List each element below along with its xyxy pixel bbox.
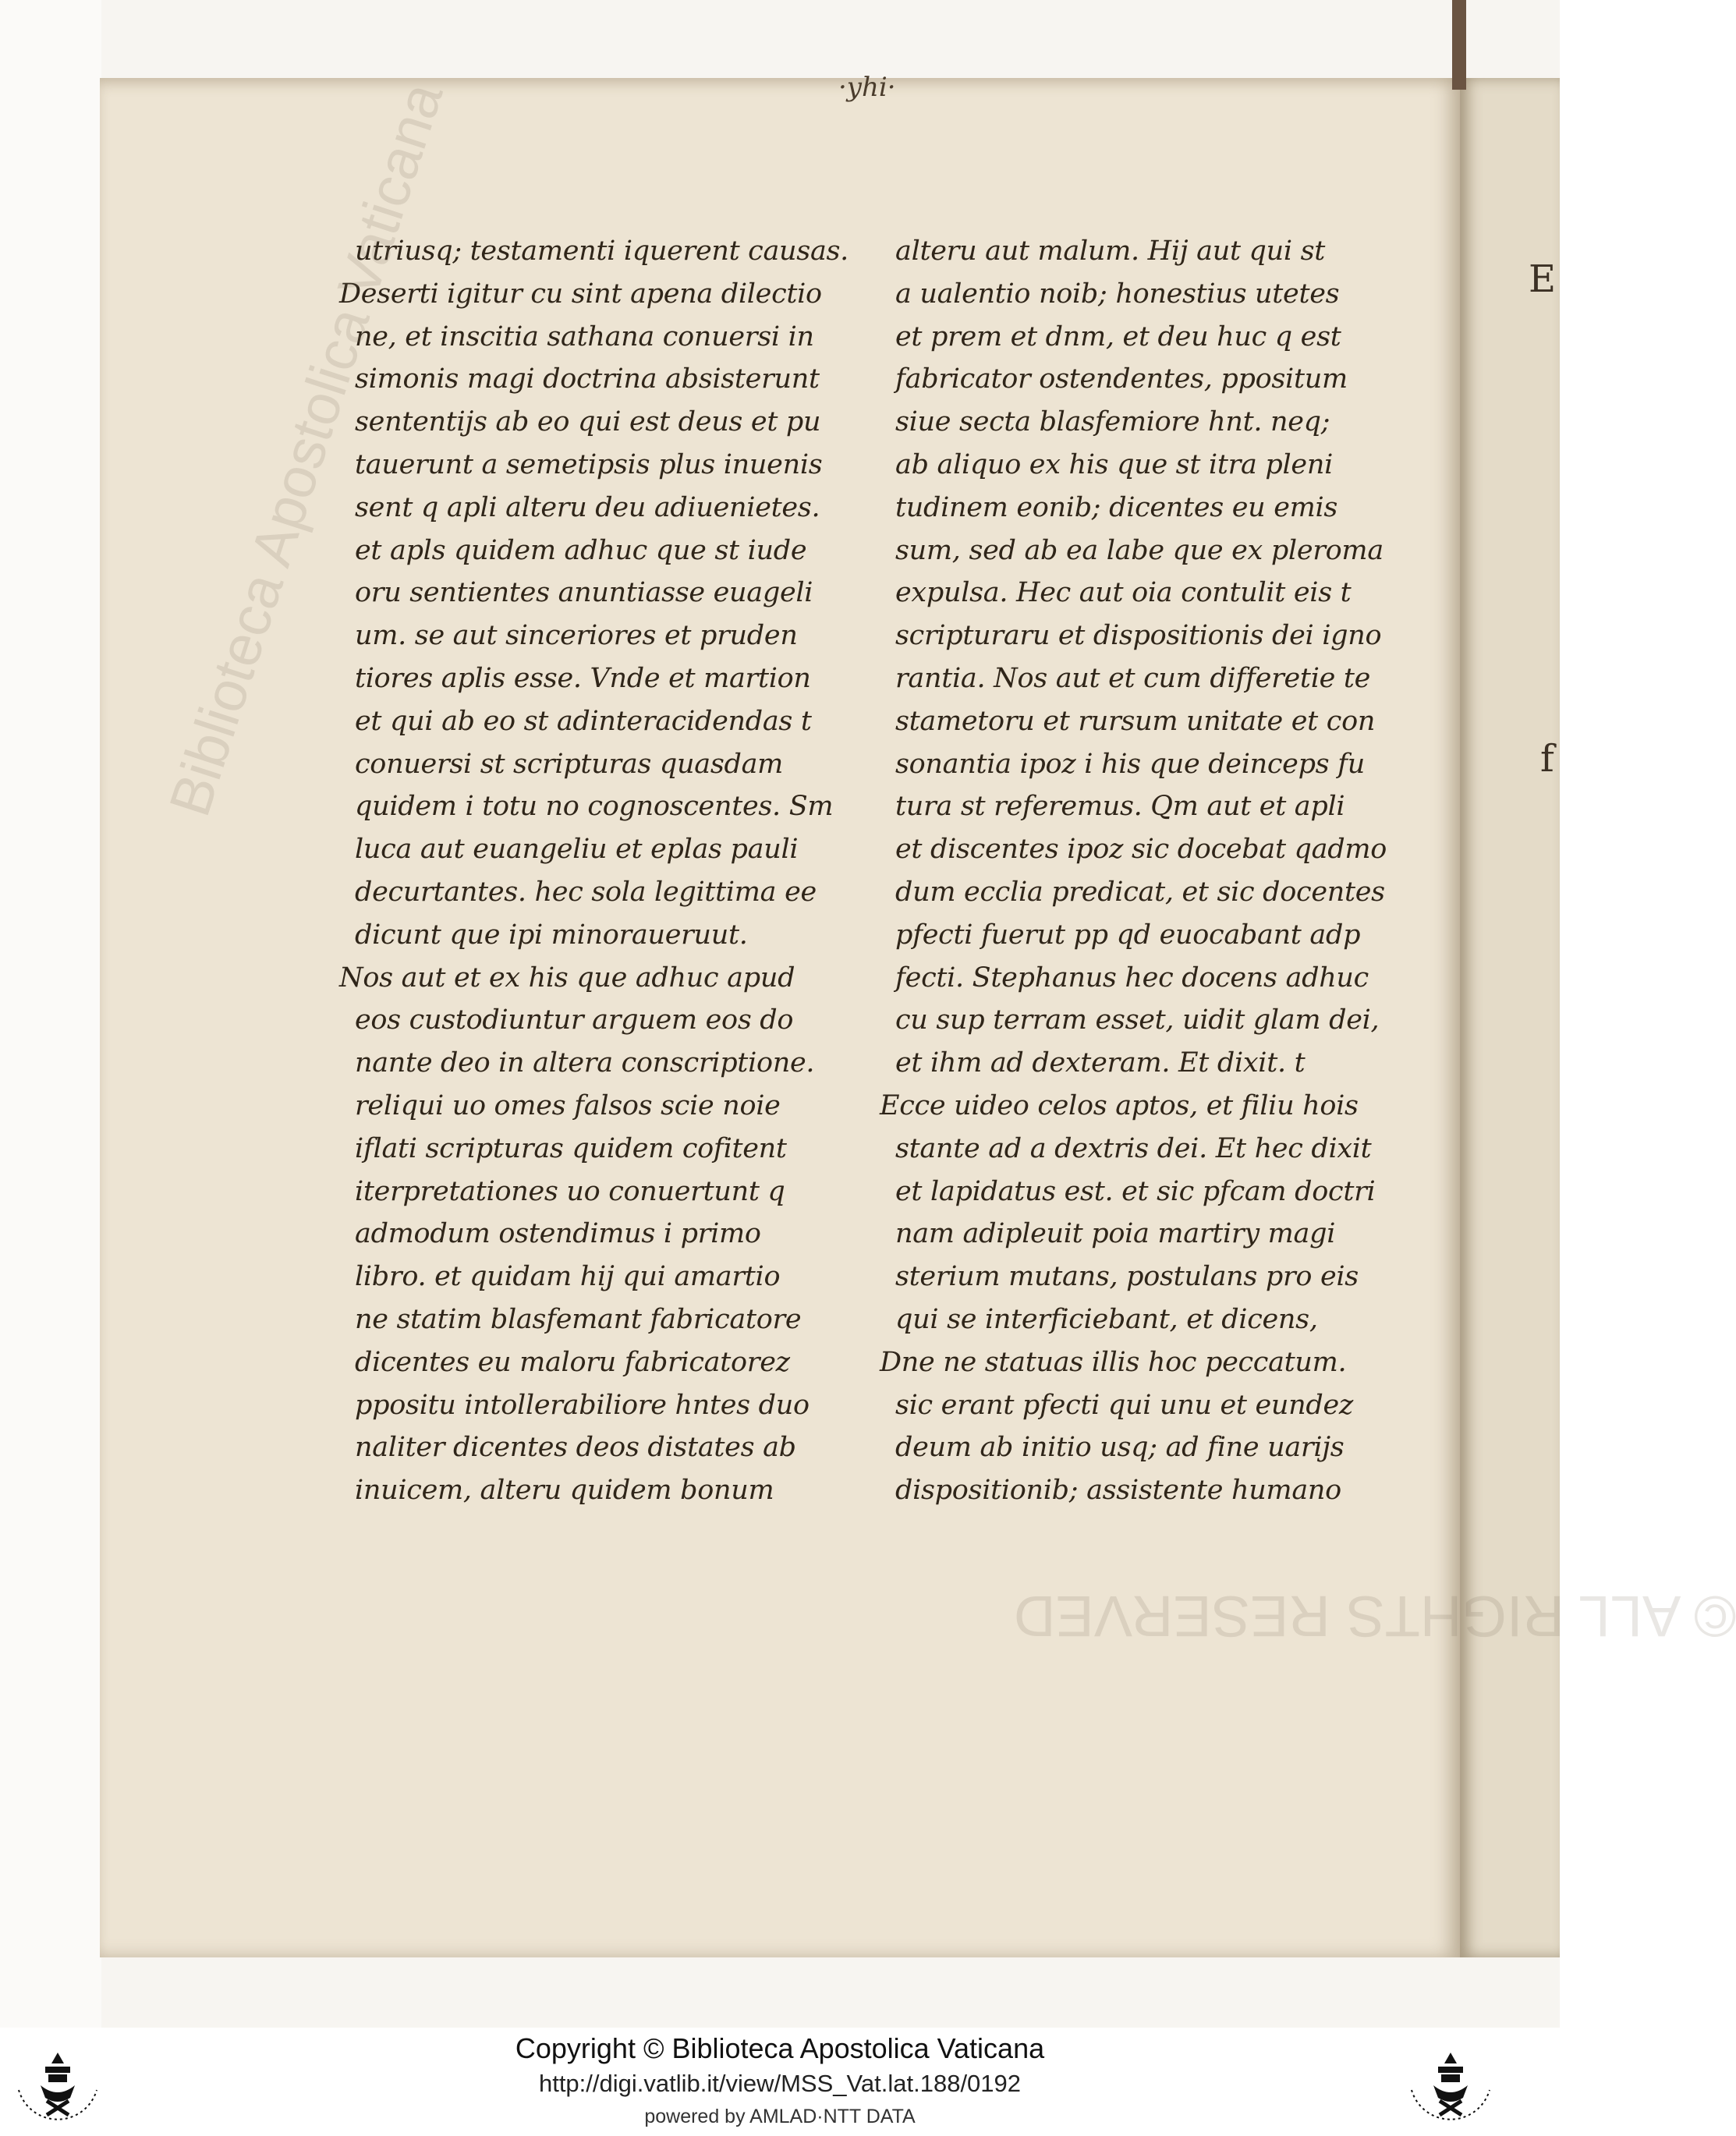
text-column-left [339, 230, 854, 1512]
manuscript-line: tiores aplis esse. Vnde et martion [355, 662, 811, 694]
manuscript-line: luca aut euangeliu et eplas pauli [355, 834, 799, 866]
manuscript-line: dum ecclia predicat, et sic docentes [895, 876, 1385, 908]
manuscript-line: nante deo in altera conscriptione. [355, 1047, 815, 1079]
manuscript-line: tudinem eonib; dicentes eu emis [895, 491, 1338, 523]
manuscript-line: siue secta blasfemiore hnt. neq; [895, 406, 1330, 438]
binding-strip [1452, 0, 1466, 90]
manuscript-line: eos custodiuntur arguem eos do [355, 1004, 794, 1036]
manuscript-line: utriusq; testamenti iquerent causas. [355, 236, 849, 267]
manuscript-line: fecti. Stephanus hec docens adhuc [895, 962, 1369, 994]
manuscript-line: alteru aut malum. Hij aut qui st [895, 236, 1326, 267]
manuscript-line: quidem i totu no cognoscentes. Sm [355, 791, 834, 823]
page-margin-top-right [1460, 0, 1560, 78]
manuscript-line: scripturaru et dispositionis dei igno [895, 620, 1382, 652]
manuscript-line: dispositionib; assistente humano [895, 1475, 1341, 1507]
manuscript-line: iflati scripturas quidem cofitent [355, 1132, 787, 1164]
manuscript-line: conuersi st scripturas quasdam [355, 748, 784, 780]
manuscript-line: sic erant pfecti qui unu et eundez [895, 1389, 1354, 1421]
manuscript-line: tura st referemus. Qm aut et apli [895, 791, 1345, 823]
manuscript-line: fabricator ostendentes, ppositum [895, 363, 1348, 395]
manuscript-line: et lapidatus est. et sic pfcam doctri [895, 1175, 1376, 1207]
manuscript-line: ne statim blasfemant fabricatore [355, 1303, 802, 1335]
facing-page-fragment-2: f [1540, 737, 1554, 781]
manuscript-line: simonis magi doctrina absisterunt [355, 363, 820, 395]
manuscript-line: Ecce uideo celos aptos, et filiu hois [880, 1089, 1359, 1121]
facing-page-fragment-1: E [1529, 257, 1557, 301]
manuscript-line: Deserti igitur cu sint apena dilectio [339, 278, 822, 310]
manuscript-line: dicunt que ipi minoraueruut. [355, 919, 748, 951]
manuscript-line: rantia. Nos aut et cum differetie te [895, 662, 1370, 694]
manuscript-line: sterium mutans, postulans pro eis [895, 1261, 1359, 1293]
manuscript-line: Nos aut et ex his que adhuc apud [339, 962, 795, 994]
footer-powered-by: powered by AMLAD·NTT DATA [644, 2106, 916, 2127]
facing-page-edge [1460, 78, 1560, 1957]
footer-url-link[interactable]: http://digi.vatlib.it/view/MSS_Vat.lat.188/0192 [538, 2070, 1022, 2097]
manuscript-line: Dne ne statuas illis hoc peccatum. [880, 1346, 1347, 1378]
manuscript-line: et discentes ipoz sic docebat qadmo [895, 834, 1387, 866]
manuscript-line: sonantia ipoz i his que deinceps fu [895, 748, 1366, 780]
page-margin-left [0, 0, 101, 2028]
manuscript-line: reliqui uo omes falsos scie noie [355, 1089, 781, 1121]
manuscript-line: qui se interficiebant, et dicens, [895, 1303, 1318, 1335]
manuscript-line: et ihm ad dexteram. Et dixit. t [895, 1047, 1306, 1079]
manuscript-line: oru sentientes anuntiasse euageli [355, 577, 813, 609]
manuscript-line: sent q apli alteru deu adiuenietes. [355, 491, 820, 523]
manuscript-line: cu sup terram esset, uidit glam dei, [895, 1004, 1380, 1036]
folio-number: ·yhi· [838, 72, 896, 103]
manuscript-line: iterpretationes uo conuertunt q [355, 1175, 785, 1207]
manuscript-line: et apls quidem adhuc que st iude [355, 534, 807, 566]
manuscript-line: stametoru et rursum unitate et con [895, 705, 1376, 737]
manuscript-line: et qui ab eo st adinteracidendas t [355, 705, 812, 737]
manuscript-line: ppositu intollerabiliore hntes duo [355, 1389, 810, 1421]
text-column-right [880, 230, 1394, 1512]
manuscript-line: sum, sed ab ea labe que ex pleroma [895, 534, 1383, 566]
manuscript-line: ab aliquo ex his que st itra pleni [895, 448, 1333, 480]
manuscript-line: decurtantes. hec sola legittima ee [355, 876, 817, 908]
manuscript-line: expulsa. Hec aut oia contulit eis t [895, 577, 1352, 609]
manuscript-line: a ualentio noib; honestius utetes [895, 278, 1340, 310]
manuscript-line: tauerunt a semetipsis plus inuenis [355, 448, 823, 480]
manuscript-line: et prem et dnm, et deu huc q est [895, 321, 1341, 352]
manuscript-line: sententijs ab eo qui est deus et pu [355, 406, 821, 438]
manuscript-line: inuicem, alteru quidem bonum [355, 1475, 774, 1507]
manuscript-line: nam adipleuit poia martiry magi [895, 1218, 1336, 1250]
manuscript-line: naliter dicentes deos distates ab [355, 1432, 796, 1464]
manuscript-line: libro. et quidam hij qui amartio [355, 1261, 781, 1293]
footer-bar [0, 2028, 1560, 2136]
manuscript-line: dicentes eu maloru fabricatorez [355, 1346, 790, 1378]
manuscript-line: pfecti fuerut pp qd euocabant adp [895, 919, 1361, 951]
manuscript-line: stante ad a dextris dei. Et hec dixit [895, 1132, 1372, 1164]
manuscript-line: um. se aut sinceriores et pruden [355, 620, 798, 652]
manuscript-line: admodum ostendimus i primo [355, 1218, 761, 1250]
watermark-text-2: © ALL [1580, 1584, 1736, 1649]
footer-copyright: Copyright © Biblioteca Apostolica Vaticana [515, 2032, 1045, 2064]
manuscript-line: ne, et inscitia sathana conuersi in [355, 321, 814, 352]
manuscript-line: deum ab initio usq; ad fine uarijs [895, 1432, 1345, 1464]
